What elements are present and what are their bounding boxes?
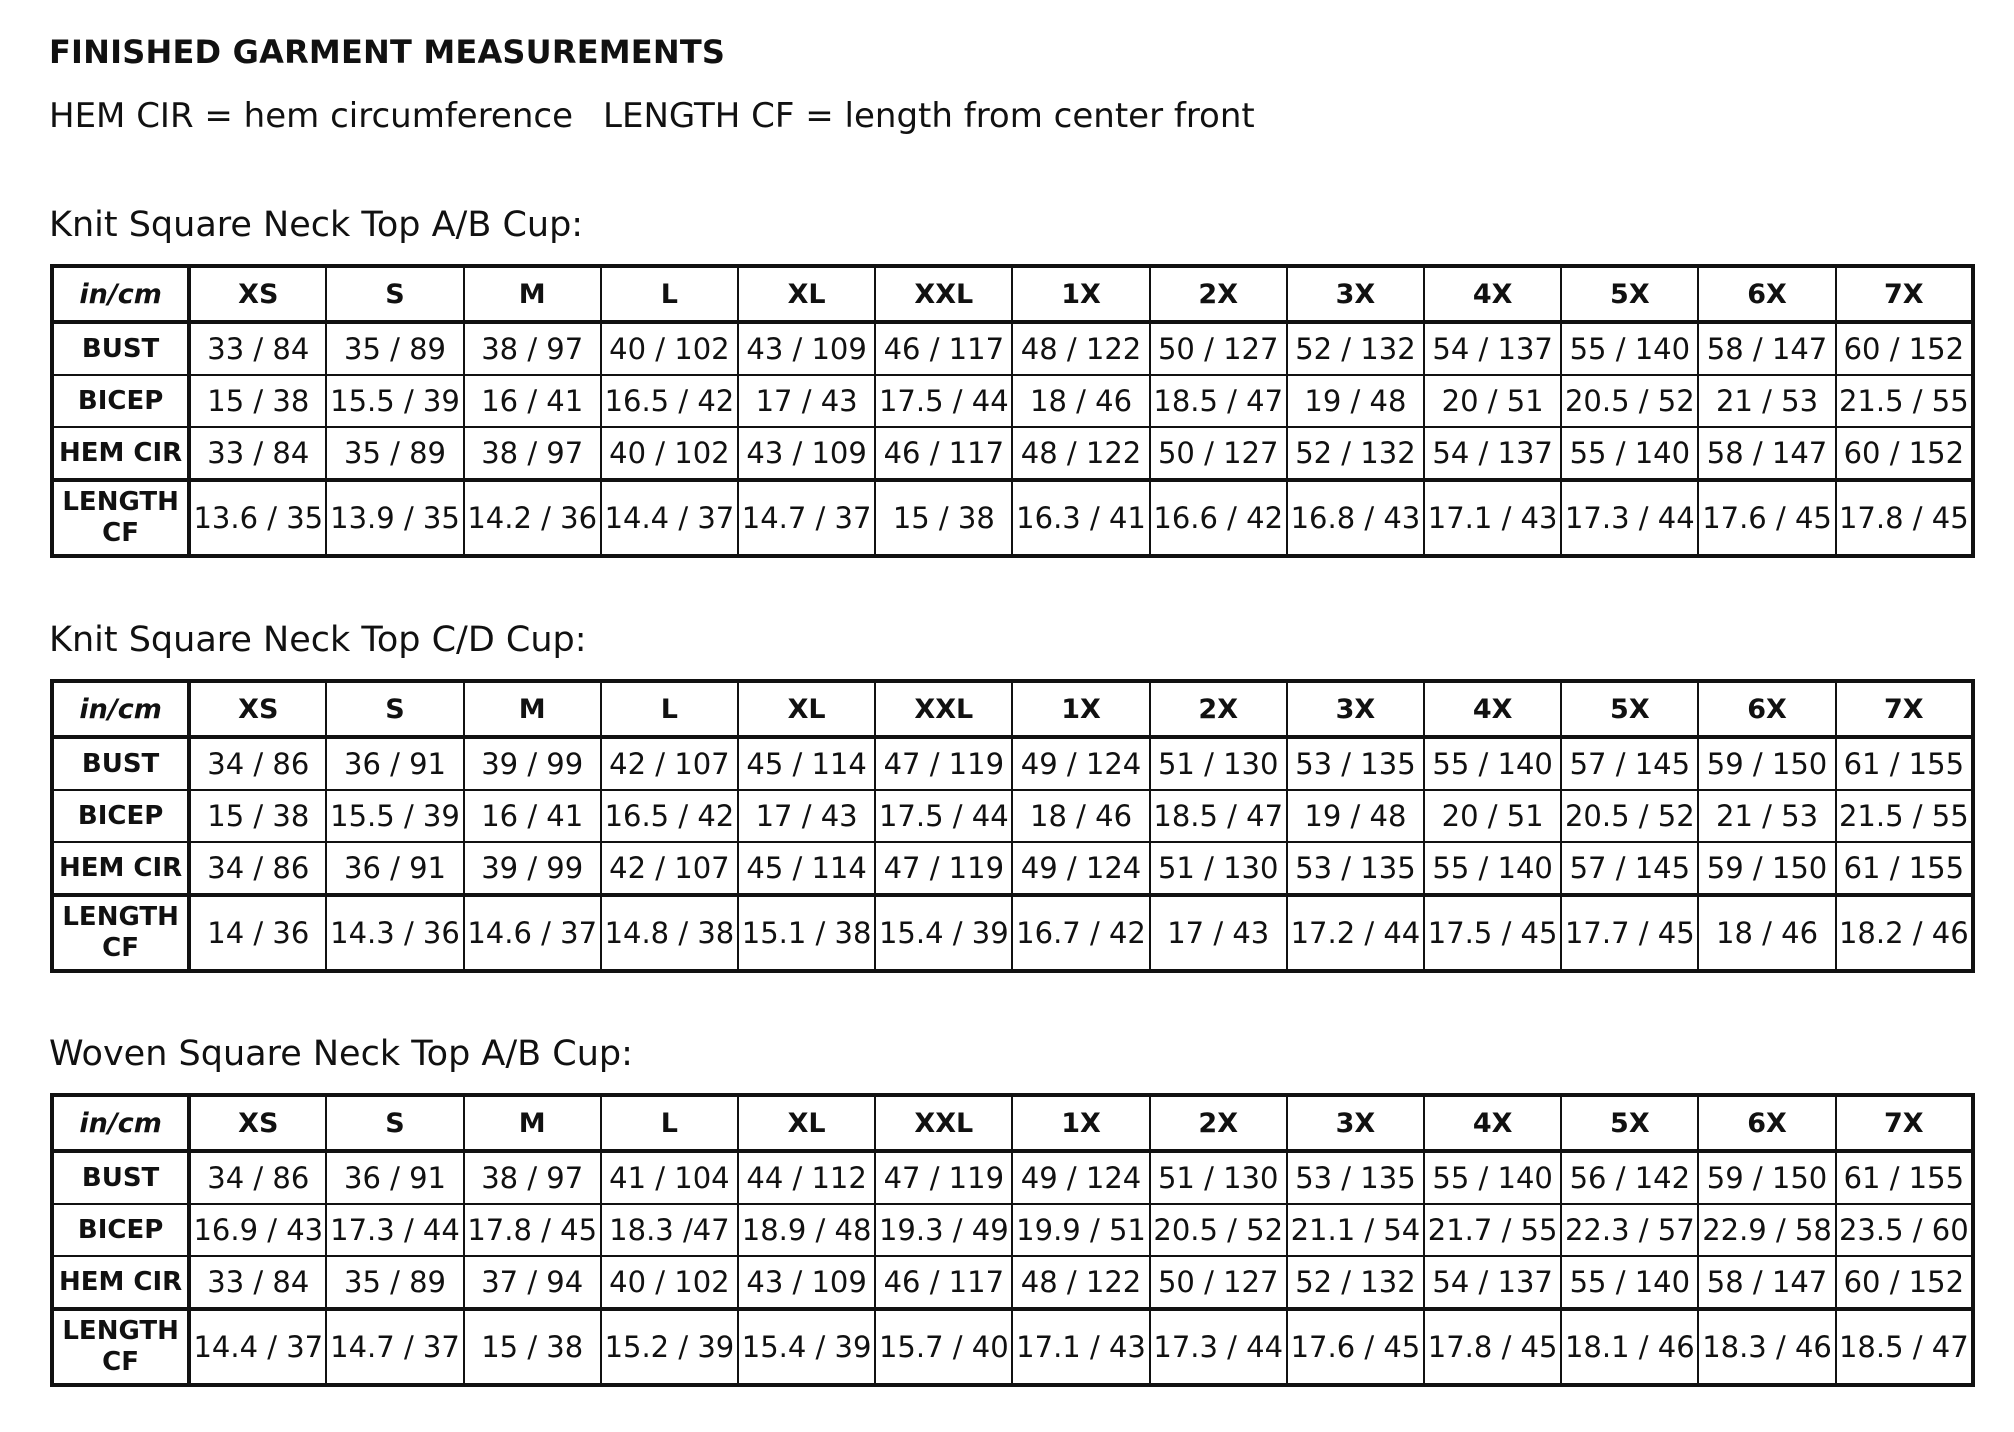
row-bust (52, 322, 1973, 375)
measurement-cell: 50 / 127 (1150, 322, 1287, 375)
measurement-cell: 55 / 140 (1561, 427, 1698, 480)
measurement-cell: 35 / 89 (326, 1256, 463, 1309)
table-title-knit-ab: Knit Square Neck Top A/B Cup: (49, 205, 584, 245)
size-header-cell: 4X (1424, 266, 1561, 322)
measurement-cell: 42 / 107 (601, 737, 738, 790)
measurement-cell: 41 / 104 (601, 1151, 738, 1204)
size-header-cell: 5X (1561, 681, 1698, 737)
measurement-cell: 57 / 145 (1561, 842, 1698, 895)
size-header-cell: L (601, 1095, 738, 1151)
measurement-cell: 15.5 / 39 (326, 375, 463, 427)
measurement-cell: 16 / 41 (464, 790, 601, 842)
measurement-cell: 18.5 / 47 (1836, 1309, 1973, 1385)
row-label-bicep: BICEP (52, 790, 189, 842)
measurement-cell: 17.5 / 45 (1424, 895, 1561, 971)
size-header-cell: L (601, 266, 738, 322)
size-header-cell: 6X (1698, 1095, 1835, 1151)
size-header-cell: 5X (1561, 266, 1698, 322)
measurement-cell: 18.9 / 48 (738, 1204, 875, 1256)
measurement-cell: 58 / 147 (1698, 1256, 1835, 1309)
measurement-cell: 35 / 89 (326, 322, 463, 375)
size-header-cell: XS (189, 1095, 326, 1151)
size-header-cell: 2X (1150, 266, 1287, 322)
measurement-cell: 36 / 91 (326, 842, 463, 895)
size-header-cell: S (326, 681, 463, 737)
size-header-cell: 3X (1287, 266, 1424, 322)
measurement-cell: 20.5 / 52 (1561, 375, 1698, 427)
measurement-cell: 21.5 / 55 (1836, 790, 1973, 842)
measurement-cell: 47 / 119 (875, 1151, 1012, 1204)
size-header-cell: 1X (1012, 266, 1149, 322)
measurement-cell: 18.5 / 47 (1150, 790, 1287, 842)
measurement-cell: 38 / 97 (464, 322, 601, 375)
measurement-cell: 55 / 140 (1424, 737, 1561, 790)
measurement-cell: 53 / 135 (1287, 737, 1424, 790)
measurement-cell: 15.5 / 39 (326, 790, 463, 842)
measurement-cell: 40 / 102 (601, 427, 738, 480)
row-label-line: CF (102, 1347, 140, 1377)
unit-label: in/cm (52, 266, 189, 322)
size-header-cell: 1X (1012, 1095, 1149, 1151)
measurement-cell: 49 / 124 (1012, 1151, 1149, 1204)
unit-label: in/cm (52, 1095, 189, 1151)
measurement-cell: 16 / 41 (464, 375, 601, 427)
measurement-cell: 17.2 / 44 (1287, 895, 1424, 971)
measurement-cell: 13.6 / 35 (189, 480, 326, 556)
size-header-cell: L (601, 681, 738, 737)
measurement-cell: 61 / 155 (1836, 737, 1973, 790)
row-label-line: CF (102, 933, 140, 963)
row-hem-cir (52, 842, 1973, 895)
measurement-cell: 17.5 / 44 (875, 375, 1012, 427)
measurement-cell: 16.3 / 41 (1012, 480, 1149, 556)
measurement-cell: 55 / 140 (1561, 322, 1698, 375)
row-label-hem-cir: HEM CIR (52, 842, 189, 895)
measurement-cell: 17 / 43 (738, 790, 875, 842)
measurement-cell: 15.4 / 39 (875, 895, 1012, 971)
size-header-cell: M (464, 266, 601, 322)
measurement-cell: 51 / 130 (1150, 1151, 1287, 1204)
measurement-cell: 17.7 / 45 (1561, 895, 1698, 971)
measurement-cell: 17.5 / 44 (875, 790, 1012, 842)
measurement-cell: 20.5 / 52 (1561, 790, 1698, 842)
size-header-cell: 3X (1287, 681, 1424, 737)
measurement-cell: 37 / 94 (464, 1256, 601, 1309)
row-label-line: CF (102, 518, 140, 548)
measurement-cell: 33 / 84 (189, 427, 326, 480)
row-label-line: LENGTH (62, 1316, 179, 1346)
row-label-bicep: BICEP (52, 1204, 189, 1256)
size-header-row (52, 681, 1973, 737)
measurement-cell: 16.5 / 42 (601, 375, 738, 427)
measurement-cell: 53 / 135 (1287, 842, 1424, 895)
measurement-cell: 50 / 127 (1150, 1256, 1287, 1309)
row-label-bicep: BICEP (52, 375, 189, 427)
measurement-cell: 18.3 /47 (601, 1204, 738, 1256)
measurement-cell: 59 / 150 (1698, 842, 1835, 895)
measurement-cell: 14.6 / 37 (464, 895, 601, 971)
size-header-cell: 1X (1012, 681, 1149, 737)
measurement-cell: 51 / 130 (1150, 842, 1287, 895)
measurement-cell: 22.3 / 57 (1561, 1204, 1698, 1256)
row-hem-cir (52, 1256, 1973, 1309)
measurement-cell: 14.3 / 36 (326, 895, 463, 971)
measurement-cell: 43 / 109 (738, 322, 875, 375)
size-table-knit-cd (50, 679, 1975, 973)
measurement-cell: 43 / 109 (738, 427, 875, 480)
measurement-cell: 52 / 132 (1287, 427, 1424, 480)
size-table-woven-ab (50, 1093, 1975, 1387)
measurement-cell: 19.9 / 51 (1012, 1204, 1149, 1256)
measurement-cell: 33 / 84 (189, 1256, 326, 1309)
measurement-cell: 36 / 91 (326, 1151, 463, 1204)
measurement-cell: 17 / 43 (1150, 895, 1287, 971)
row-label-line: LENGTH (62, 487, 179, 517)
measurement-cell: 42 / 107 (601, 842, 738, 895)
measurement-cell: 44 / 112 (738, 1151, 875, 1204)
measurement-cell: 38 / 97 (464, 1151, 601, 1204)
size-header-cell: 3X (1287, 1095, 1424, 1151)
measurement-cell: 17.6 / 45 (1287, 1309, 1424, 1385)
measurement-cell: 15.7 / 40 (875, 1309, 1012, 1385)
measurement-cell: 17.8 / 45 (1424, 1309, 1561, 1385)
measurement-cell: 58 / 147 (1698, 427, 1835, 480)
size-header-cell: 7X (1836, 266, 1973, 322)
measurement-cell: 48 / 122 (1012, 427, 1149, 480)
measurement-cell: 54 / 137 (1424, 1256, 1561, 1309)
measurement-cell: 39 / 99 (464, 737, 601, 790)
measurement-cell: 15.4 / 39 (738, 1309, 875, 1385)
row-bicep (52, 790, 1973, 842)
size-header-row (52, 1095, 1973, 1151)
measurement-cell: 40 / 102 (601, 322, 738, 375)
measurement-cell: 21.5 / 55 (1836, 375, 1973, 427)
measurement-cell: 13.9 / 35 (326, 480, 463, 556)
size-header-cell: 7X (1836, 681, 1973, 737)
measurement-cell: 52 / 132 (1287, 322, 1424, 375)
row-hem-cir (52, 427, 1973, 480)
row-label-hem-cir: HEM CIR (52, 427, 189, 480)
row-label-bust: BUST (52, 737, 189, 790)
measurement-cell: 21 / 53 (1698, 375, 1835, 427)
measurement-cell: 53 / 135 (1287, 1151, 1424, 1204)
measurement-cell: 17.1 / 43 (1424, 480, 1561, 556)
measurement-cell: 17.8 / 45 (1836, 480, 1973, 556)
measurement-cell: 15 / 38 (189, 375, 326, 427)
measurement-cell: 46 / 117 (875, 322, 1012, 375)
measurement-cell: 18 / 46 (1698, 895, 1835, 971)
measurement-cell: 45 / 114 (738, 737, 875, 790)
measurement-cell: 17.3 / 44 (1150, 1309, 1287, 1385)
measurement-cell: 20 / 51 (1424, 790, 1561, 842)
size-header-cell: 2X (1150, 1095, 1287, 1151)
measurement-cell: 15 / 38 (189, 790, 326, 842)
legend-length-cf: LENGTH CF = length from center front (603, 96, 1255, 136)
measurement-cell: 61 / 155 (1836, 842, 1973, 895)
size-header-cell: M (464, 1095, 601, 1151)
size-header-cell: XL (738, 1095, 875, 1151)
unit-label: in/cm (52, 681, 189, 737)
measurement-cell: 40 / 102 (601, 1256, 738, 1309)
measurement-cell: 21.1 / 54 (1287, 1204, 1424, 1256)
size-header-cell: 5X (1561, 1095, 1698, 1151)
measurement-cell: 15 / 38 (875, 480, 1012, 556)
measurement-cell: 18.2 / 46 (1836, 895, 1973, 971)
measurement-cell: 15 / 38 (464, 1309, 601, 1385)
size-table-knit-ab (50, 264, 1975, 558)
row-bicep (52, 375, 1973, 427)
size-header-cell: XL (738, 681, 875, 737)
measurement-cell: 16.9 / 43 (189, 1204, 326, 1256)
measurement-cell: 55 / 140 (1424, 1151, 1561, 1204)
measurement-cell: 59 / 150 (1698, 737, 1835, 790)
size-header-cell: XXL (875, 266, 1012, 322)
measurement-cell: 14.4 / 37 (189, 1309, 326, 1385)
measurement-cell: 45 / 114 (738, 842, 875, 895)
measurement-cell: 14.4 / 37 (601, 480, 738, 556)
row-label-hem-cir: HEM CIR (52, 1256, 189, 1309)
abbreviation-legend (49, 96, 1255, 136)
measurement-cell: 18 / 46 (1012, 375, 1149, 427)
measurement-cell: 17.3 / 44 (326, 1204, 463, 1256)
legend-hem-cir: HEM CIR = hem circumference (49, 96, 574, 136)
measurement-cell: 34 / 86 (189, 842, 326, 895)
measurement-cell: 16.6 / 42 (1150, 480, 1287, 556)
measurement-cell: 17.3 / 44 (1561, 480, 1698, 556)
row-length-cf (52, 480, 1973, 556)
size-header-cell: XS (189, 266, 326, 322)
size-header-cell: XL (738, 266, 875, 322)
measurement-cell: 50 / 127 (1150, 427, 1287, 480)
measurement-cell: 14 / 36 (189, 895, 326, 971)
row-bust (52, 737, 1973, 790)
measurement-cell: 17.6 / 45 (1698, 480, 1835, 556)
measurement-cell: 57 / 145 (1561, 737, 1698, 790)
measurement-cell: 55 / 140 (1561, 1256, 1698, 1309)
measurement-cell: 20 / 51 (1424, 375, 1561, 427)
measurement-cell: 34 / 86 (189, 737, 326, 790)
measurement-cell: 46 / 117 (875, 427, 1012, 480)
measurement-cell: 22.9 / 58 (1698, 1204, 1835, 1256)
measurement-cell: 54 / 137 (1424, 322, 1561, 375)
measurement-cell: 19.3 / 49 (875, 1204, 1012, 1256)
measurement-cell: 60 / 152 (1836, 322, 1973, 375)
measurement-cell: 19 / 48 (1287, 375, 1424, 427)
measurement-cell: 46 / 117 (875, 1256, 1012, 1309)
table-title-woven-ab: Woven Square Neck Top A/B Cup: (49, 1034, 633, 1074)
measurement-cell: 60 / 152 (1836, 1256, 1973, 1309)
row-length-cf (52, 895, 1973, 971)
measurement-cell: 48 / 122 (1012, 1256, 1149, 1309)
measurement-cell: 47 / 119 (875, 842, 1012, 895)
measurement-cell: 21 / 53 (1698, 790, 1835, 842)
measurement-cell: 48 / 122 (1012, 322, 1149, 375)
measurement-cell: 51 / 130 (1150, 737, 1287, 790)
size-header-cell: M (464, 681, 601, 737)
table-title-knit-cd: Knit Square Neck Top C/D Cup: (49, 620, 587, 660)
measurement-cell: 18.1 / 46 (1561, 1309, 1698, 1385)
measurement-cell: 47 / 119 (875, 737, 1012, 790)
row-bicep (52, 1204, 1973, 1256)
measurement-cell: 33 / 84 (189, 322, 326, 375)
measurement-cell: 21.7 / 55 (1424, 1204, 1561, 1256)
size-header-cell: 6X (1698, 266, 1835, 322)
measurement-cell: 52 / 132 (1287, 1256, 1424, 1309)
row-label-length-cf (52, 480, 189, 556)
size-header-cell: 4X (1424, 1095, 1561, 1151)
size-header-cell: S (326, 266, 463, 322)
row-label-length-cf (52, 895, 189, 971)
measurement-cell: 59 / 150 (1698, 1151, 1835, 1204)
measurement-cell: 15.1 / 38 (738, 895, 875, 971)
measurement-cell: 14.2 / 36 (464, 480, 601, 556)
size-header-cell: S (326, 1095, 463, 1151)
row-label-length-cf (52, 1309, 189, 1385)
measurement-cell: 20.5 / 52 (1150, 1204, 1287, 1256)
measurement-cell: 36 / 91 (326, 737, 463, 790)
size-header-cell: 2X (1150, 681, 1287, 737)
measurement-cell: 55 / 140 (1424, 842, 1561, 895)
size-header-row (52, 266, 1973, 322)
row-bust (52, 1151, 1973, 1204)
measurement-cell: 61 / 155 (1836, 1151, 1973, 1204)
measurement-cell: 17.1 / 43 (1012, 1309, 1149, 1385)
size-header-cell: XS (189, 681, 326, 737)
size-header-cell: 7X (1836, 1095, 1973, 1151)
measurement-cell: 49 / 124 (1012, 842, 1149, 895)
row-length-cf (52, 1309, 1973, 1385)
measurement-cell: 56 / 142 (1561, 1151, 1698, 1204)
size-header-cell: XXL (875, 1095, 1012, 1151)
measurement-cell: 58 / 147 (1698, 322, 1835, 375)
row-label-bust: BUST (52, 322, 189, 375)
measurement-cell: 14.8 / 38 (601, 895, 738, 971)
measurement-cell: 49 / 124 (1012, 737, 1149, 790)
measurement-cell: 18 / 46 (1012, 790, 1149, 842)
size-header-cell: 6X (1698, 681, 1835, 737)
page-title: FINISHED GARMENT MEASUREMENTS (49, 33, 726, 71)
measurement-cell: 15.2 / 39 (601, 1309, 738, 1385)
measurement-cell: 16.7 / 42 (1012, 895, 1149, 971)
measurement-cell: 23.5 / 60 (1836, 1204, 1973, 1256)
measurement-cell: 39 / 99 (464, 842, 601, 895)
measurement-cell: 19 / 48 (1287, 790, 1424, 842)
measurement-cell: 17.8 / 45 (464, 1204, 601, 1256)
measurement-cell: 34 / 86 (189, 1151, 326, 1204)
size-header-cell: 4X (1424, 681, 1561, 737)
size-header-cell: XXL (875, 681, 1012, 737)
measurement-cell: 14.7 / 37 (738, 480, 875, 556)
measurement-cell: 18.5 / 47 (1150, 375, 1287, 427)
measurement-cell: 38 / 97 (464, 427, 601, 480)
row-label-line: LENGTH (62, 902, 179, 932)
measurement-cell: 16.8 / 43 (1287, 480, 1424, 556)
measurement-cell: 35 / 89 (326, 427, 463, 480)
row-label-bust: BUST (52, 1151, 189, 1204)
measurement-cell: 16.5 / 42 (601, 790, 738, 842)
measurement-cell: 14.7 / 37 (326, 1309, 463, 1385)
measurement-cell: 17 / 43 (738, 375, 875, 427)
measurement-cell: 54 / 137 (1424, 427, 1561, 480)
measurement-cell: 18.3 / 46 (1698, 1309, 1835, 1385)
measurement-cell: 43 / 109 (738, 1256, 875, 1309)
measurement-cell: 60 / 152 (1836, 427, 1973, 480)
